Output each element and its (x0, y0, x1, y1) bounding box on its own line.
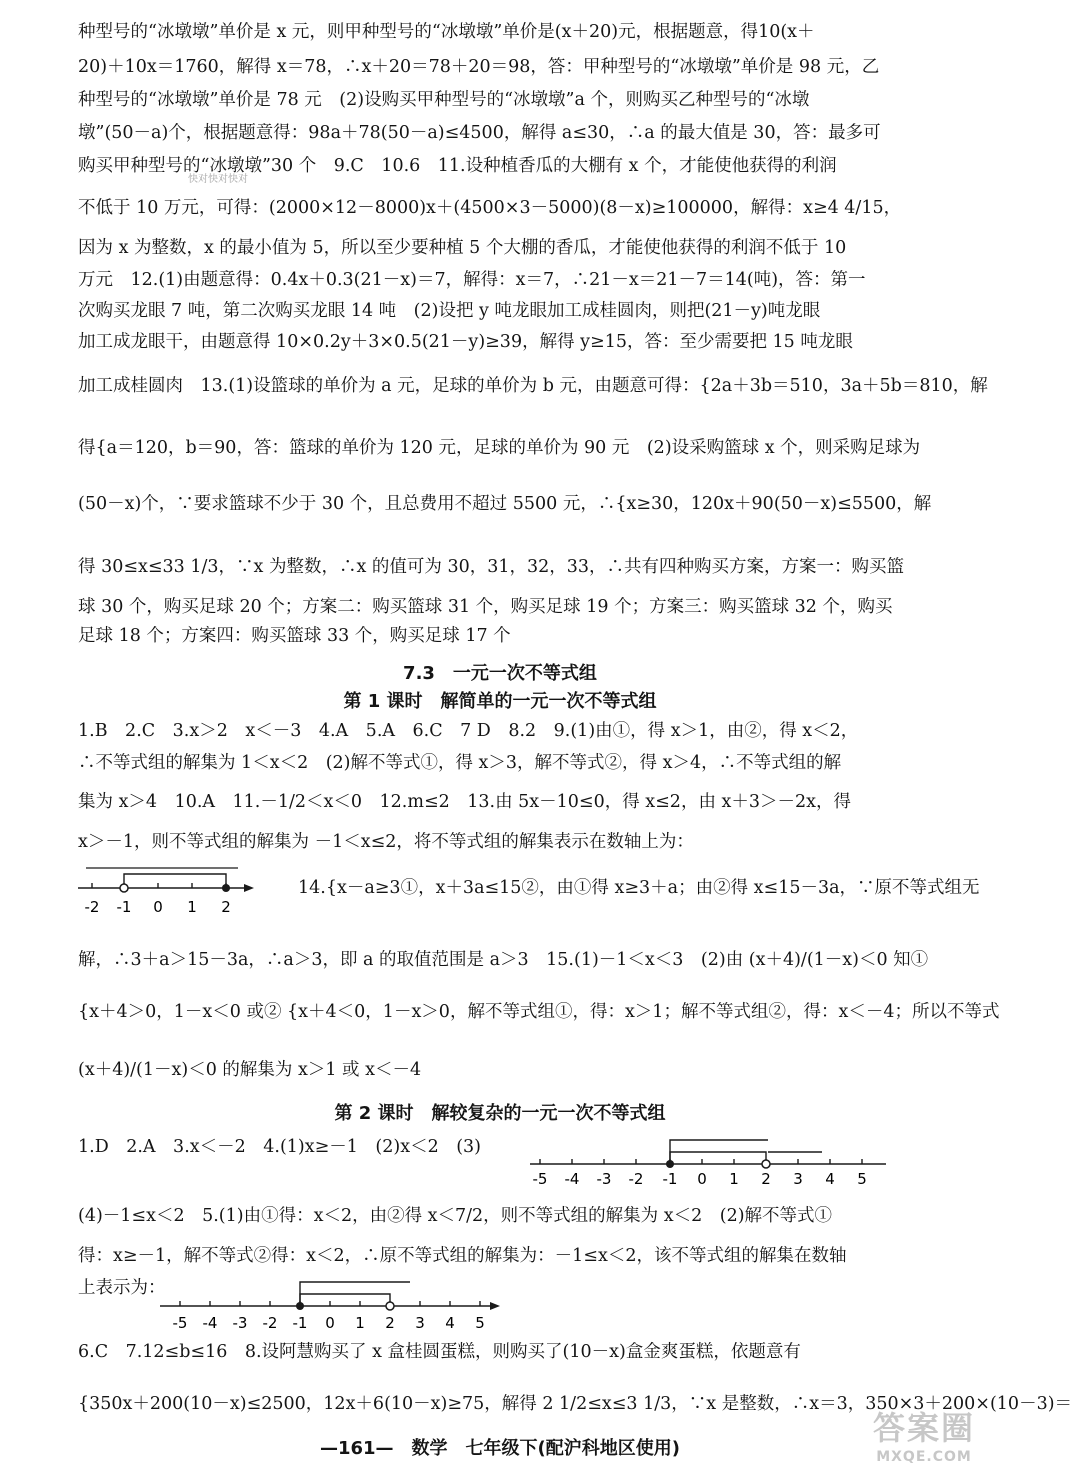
tick-label: 1 (187, 898, 197, 916)
tick-label: 0 (153, 898, 163, 916)
tick-label: -4 (564, 1170, 580, 1188)
tick-label: -5 (172, 1314, 188, 1332)
tick-label: 4 (825, 1170, 835, 1188)
text-line: 20)＋10x＝1760，解得 x＝78，∴x＋20＝78＋20＝98，答：甲种型号的“冰墩墩”单价是 98 元，乙 (78, 57, 880, 77)
number-line-2 (530, 1134, 890, 1188)
watermark-url: MXQE.COM (876, 1449, 972, 1465)
tick-label: -2 (628, 1170, 644, 1188)
text-line: 种型号的“冰墩墩”单价是 78 元 (2)设购买甲种型号的“冰墩墩”a 个，则购买乙种型号的“冰墩 (78, 90, 810, 110)
tick-label: 1 (355, 1314, 365, 1332)
text-line: 得{a＝120，b＝90，答：篮球的单价为 120 元，足球的单价为 90 元 (2)设采购篮球 x 个，则采购足球为 (78, 438, 921, 458)
tick-label: -4 (202, 1314, 218, 1332)
text-line: 6.C 7.12≤b≤16 8.设阿慧购买了 x 盒桂圆蛋糕，则购买了(10－x)盒金爽蛋糕，依题意有 (78, 1342, 801, 1362)
tick-label: -3 (232, 1314, 248, 1332)
text-line: ∴不等式组的解集为 1＜x＜2 (2)解不等式①，得 x＞3，解不等式②，得 x＞4，∴不等式组的解 (78, 753, 842, 773)
tick-label: -1 (662, 1170, 678, 1188)
text-line: 足球 18 个；方案四：购买篮球 33 个，购买足球 17 个 (78, 626, 511, 646)
lesson-1-title: 第 1 课时 解简单的一元一次不等式组 (343, 691, 657, 712)
text-line: 万元 12.(1)由题意得：0.4x＋0.3(21－x)＝7，解得：x＝7，∴21－x＝21－7＝14(吨)，答：第一 (78, 270, 866, 290)
text-line: 球 30 个，购买足球 20 个；方案二：购买篮球 31 个，购买足球 19 个；方案三：购买篮球 32 个，购买 (78, 597, 893, 617)
tick-label: -1 (292, 1314, 308, 1332)
tick-label: 2 (221, 898, 231, 916)
text-line: 次购买龙眼 7 吨，第二次购买龙眼 14 吨 (2)设把 y 吨龙眼加工成桂圆肉，则把(21－y)吨龙眼 (78, 301, 821, 321)
text-line: 购买甲种型号的“冰墩墩”30 个 9.C 10.6 11.设种植香瓜的大棚有 x 个，才能使他获得的利润 (78, 156, 837, 176)
text-line: {x＋4＞0，1－x＜0 或② {x＋4＜0，1－x＞0，解不等式组①，得：x＞1；解不等式组②，得：x＜－4；所以不等式 (78, 1002, 1000, 1022)
section-title: 7.3 一元一次不等式组 (403, 663, 597, 684)
text-line: 加工成桂圆肉 13.(1)设篮球的单价为 a 元，足球的单价为 b 元，由题意可得：{2a＋3b＝510，3a＋5b＝810，解 (78, 376, 988, 396)
text-line: 集为 x＞4 10.A 11.－1/2＜x＜0 12.m≤2 13.由 5x－10≤0，得 x≤2，由 x＋3＞－2x，得 (78, 792, 852, 812)
text-line: 种型号的“冰墩墩”单价是 x 元，则甲种型号的“冰墩墩”单价是(x＋20)元，根据题意，得10(x＋ (78, 22, 815, 42)
text-line: 不低于 10 万元，可得：(2000×12－8000)x＋(4500×3－5000)(8－x)≥100000，解得：x≥4 4/15， (78, 198, 902, 218)
text-line: 解，∴3＋a＞15－3a，∴a＞3，即 a 的取值范围是 a＞3 15.(1)－1＜x＜3 (2)由 (x＋4)/(1－x)＜0 知① (78, 950, 929, 970)
stamp-mark: 快对快对快对 (188, 174, 248, 185)
text-line: 1.D 2.A 3.x＜－2 4.(1)x≥－1 (2)x＜2 (3) (78, 1137, 481, 1157)
tick-label: 2 (761, 1170, 771, 1188)
tick-label: -1 (116, 898, 132, 916)
text-line: 上表示为： (78, 1278, 166, 1298)
text-line: {350x＋200(10－x)≤2500，12x＋6(10－x)≥75，解得 2 1/2≤x≤3 1/3，∵x 是整数，∴x＝3，350×3＋200×(10－3)＝ (78, 1394, 1072, 1414)
text-line: 14.{x－a≥3①，x＋3a≤15②，由①得 x≥3＋a；由②得 x≤15－3a，∵原不等式组无 (298, 878, 980, 898)
text-line: 墩”(50－a)个，根据题意得：98a＋78(50－a)≤4500，解得 a≤30，∴a 的最大值是 30，答：最多可 (78, 123, 881, 143)
tick-label: 3 (415, 1314, 425, 1332)
tick-label: 5 (857, 1170, 867, 1188)
text-line: 因为 x 为整数，x 的最小值为 5，所以至少要种植 5 个大棚的香瓜，才能使他获得的利润不低于 10 (78, 238, 847, 258)
number-line-3 (160, 1276, 500, 1334)
tick-label: -2 (84, 898, 100, 916)
tick-label: -3 (596, 1170, 612, 1188)
text-line: (x＋4)/(1－x)＜0 的解集为 x＞1 或 x＜－4 (78, 1060, 422, 1080)
tick-label: 4 (445, 1314, 455, 1332)
tick-label: -2 (262, 1314, 278, 1332)
text-line: 得 30≤x≤33 1/3，∵x 为整数，∴x 的值可为 30，31，32，33，∴共有四种购买方案，方案一：购买篮 (78, 557, 905, 577)
lesson-2-title: 第 2 课时 解较复杂的一元一次不等式组 (334, 1103, 666, 1124)
tick-label: 0 (325, 1314, 335, 1332)
text-line: x＞－1，则不等式组的解集为 －1＜x≤2，将不等式组的解集表示在数轴上为： (78, 832, 694, 852)
page-footer: —161— 数学 七年级下(配沪科地区使用) (319, 1438, 681, 1459)
watermark-logo (862, 1408, 986, 1478)
tick-label: 0 (697, 1170, 707, 1188)
watermark-text: 答案圈 (872, 1409, 975, 1447)
tick-label: 3 (793, 1170, 803, 1188)
tick-label: 2 (385, 1314, 395, 1332)
text-line: 1.B 2.C 3.x＞2 x＜－3 4.A 5.A 6.C 7 D 8.2 9.(1)由①，得 x＞1，由②，得 x＜2， (78, 721, 859, 741)
text-line: 得：x≥－1，解不等式②得：x＜2，∴原不等式组的解集为：－1≤x＜2，该不等式组的解集在数轴 (78, 1246, 847, 1266)
tick-label: 1 (729, 1170, 739, 1188)
number-line-1 (78, 864, 254, 922)
text-line: (50－x)个，∵要求篮球不少于 30 个，且总费用不超过 5500 元，∴{x≥30，120x＋90(50－x)≤5500，解 (78, 494, 932, 514)
tick-label: -5 (532, 1170, 548, 1188)
tick-label: 5 (475, 1314, 485, 1332)
text-line: (4)－1≤x＜2 5.(1)由①得：x＜2，由②得 x＜7/2，则不等式组的解集为 x＜2 (2)解不等式① (78, 1206, 833, 1226)
text-line: 加工成龙眼干，由题意得 10×0.2y＋3×0.5(21－y)≥39，解得 y≥15，答：至少需要把 15 吨龙眼 (78, 332, 853, 352)
